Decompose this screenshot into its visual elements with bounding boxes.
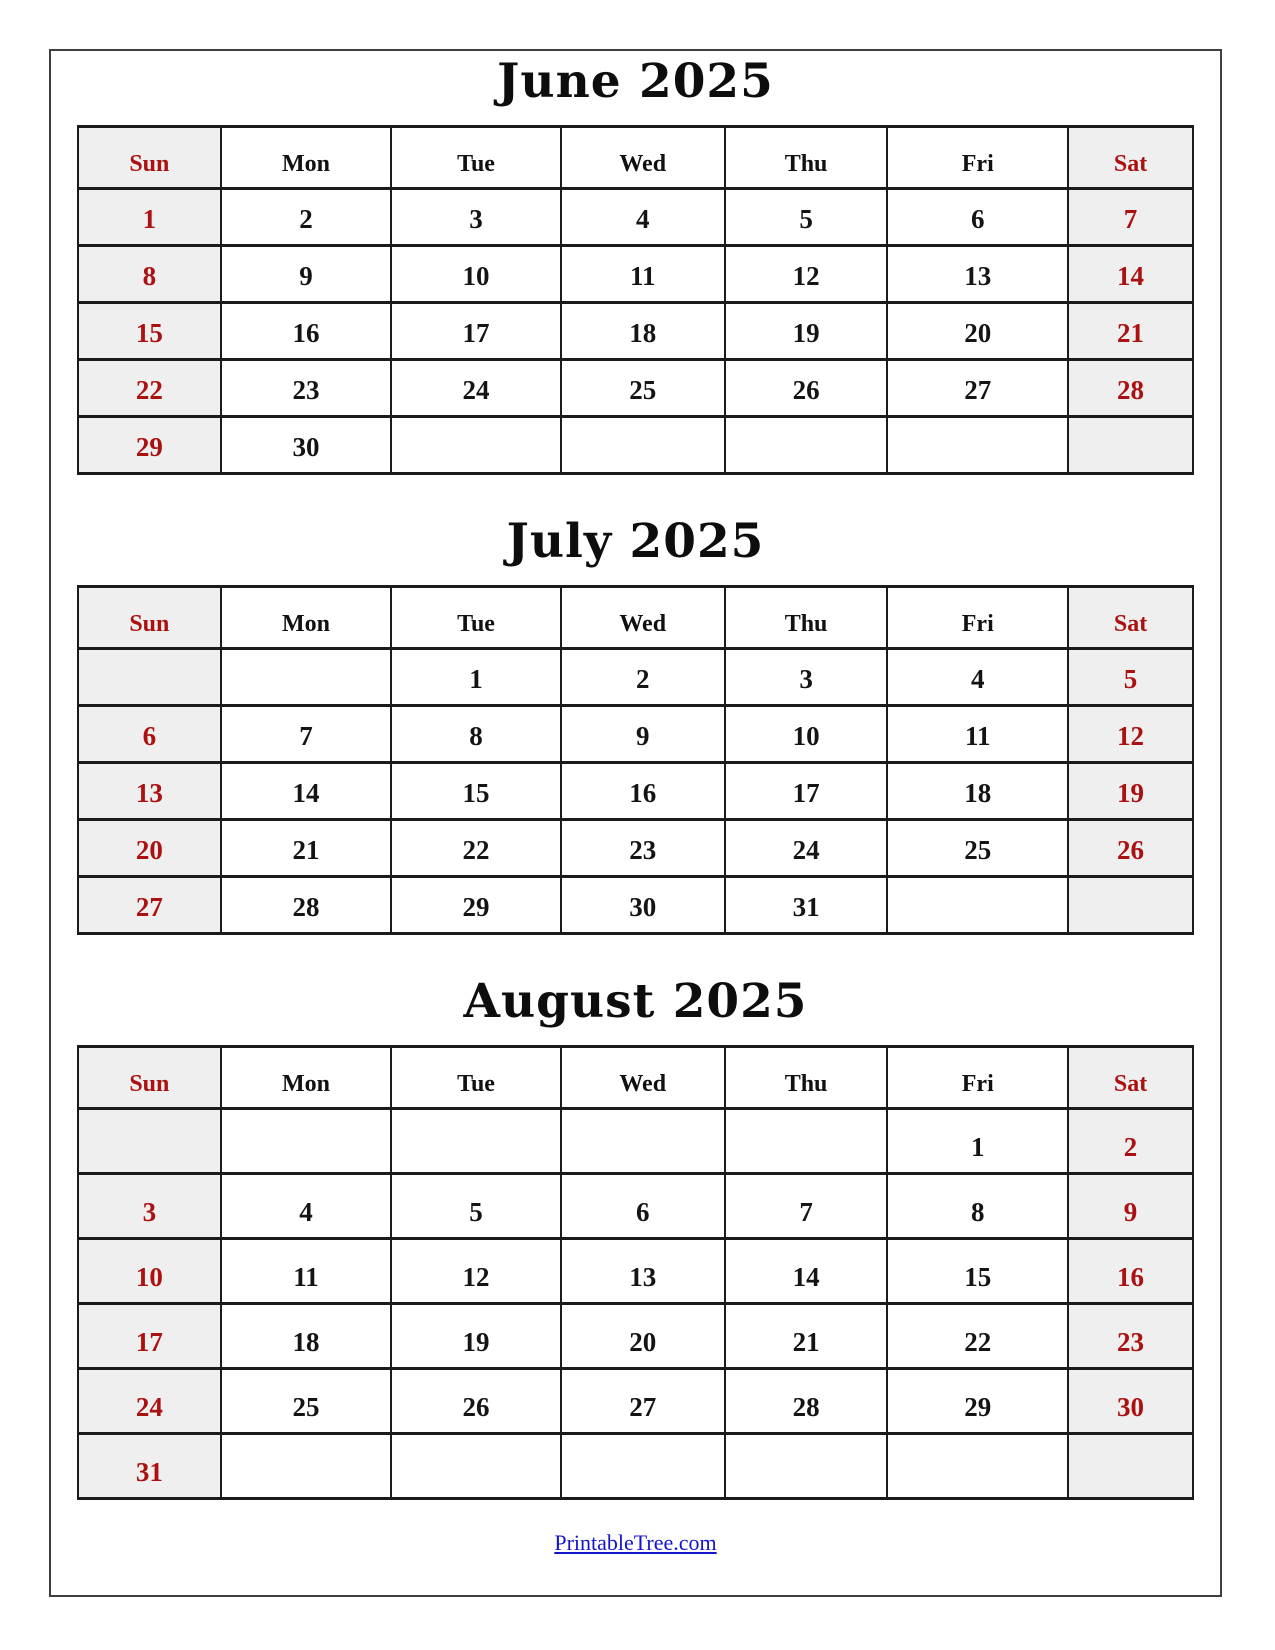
day-cell-june-2025-15: 15 [78,303,221,360]
empty-day-cell [221,1109,392,1174]
day-cell-june-2025-25: 25 [561,360,725,417]
empty-day-cell [561,1109,725,1174]
day-cell-july-2025-3: 3 [725,649,888,706]
day-cell-august-2025-24: 24 [78,1369,221,1434]
weekday-header-fri: Fri [887,127,1068,189]
day-cell-july-2025-23: 23 [561,820,725,877]
day-cell-july-2025-2: 2 [561,649,725,706]
week-row [78,877,1193,934]
day-cell-july-2025-17: 17 [725,763,888,820]
empty-day-cell [887,417,1068,474]
empty-day-cell [887,877,1068,934]
day-cell-june-2025-23: 23 [221,360,392,417]
day-cell-july-2025-16: 16 [561,763,725,820]
day-cell-august-2025-22: 22 [887,1304,1068,1369]
footer [51,1530,1220,1556]
day-cell-july-2025-19: 19 [1068,763,1193,820]
week-row [78,820,1193,877]
day-cell-august-2025-9: 9 [1068,1174,1193,1239]
weekday-header-sun: Sun [78,587,221,649]
day-cell-july-2025-27: 27 [78,877,221,934]
week-row [78,1434,1193,1499]
month-title-july: July 2025 [506,514,765,569]
month-title-august: August 2025 [463,974,808,1029]
page-border-frame [49,49,1222,1597]
week-row [78,1174,1193,1239]
day-cell-august-2025-19: 19 [391,1304,560,1369]
weekday-header-row [78,127,1193,189]
empty-day-cell [78,649,221,706]
day-cell-june-2025-24: 24 [391,360,560,417]
week-row [78,189,1193,246]
day-cell-august-2025-27: 27 [561,1369,725,1434]
day-cell-august-2025-15: 15 [887,1239,1068,1304]
day-cell-august-2025-21: 21 [725,1304,888,1369]
day-cell-july-2025-10: 10 [725,706,888,763]
day-cell-july-2025-6: 6 [78,706,221,763]
day-cell-june-2025-1: 1 [78,189,221,246]
day-cell-july-2025-9: 9 [561,706,725,763]
printabletree-link[interactable]: PrintableTree.com [554,1530,717,1555]
day-cell-august-2025-7: 7 [725,1174,888,1239]
day-cell-july-2025-15: 15 [391,763,560,820]
calendar-table-june-2025 [77,125,1194,475]
day-cell-august-2025-25: 25 [221,1369,392,1434]
empty-day-cell [78,1109,221,1174]
weekday-header-thu: Thu [725,127,888,189]
day-cell-july-2025-29: 29 [391,877,560,934]
day-cell-june-2025-3: 3 [391,189,560,246]
weekday-header-tue: Tue [391,587,560,649]
empty-day-cell [1068,417,1193,474]
day-cell-august-2025-29: 29 [887,1369,1068,1434]
day-cell-july-2025-26: 26 [1068,820,1193,877]
weekday-header-sun: Sun [78,1047,221,1109]
empty-day-cell [391,1109,560,1174]
week-row [78,1239,1193,1304]
day-cell-august-2025-6: 6 [561,1174,725,1239]
day-cell-june-2025-29: 29 [78,417,221,474]
day-cell-august-2025-2: 2 [1068,1109,1193,1174]
day-cell-august-2025-11: 11 [221,1239,392,1304]
calendar-table-august-2025 [77,1045,1194,1500]
day-cell-july-2025-20: 20 [78,820,221,877]
weekday-header-row [78,587,1193,649]
weekday-header-mon: Mon [221,587,392,649]
week-row [78,417,1193,474]
day-cell-august-2025-18: 18 [221,1304,392,1369]
week-row [78,1369,1193,1434]
day-cell-august-2025-20: 20 [561,1304,725,1369]
week-row [78,1109,1193,1174]
month-section-july [51,514,1220,935]
day-cell-august-2025-3: 3 [78,1174,221,1239]
weekday-header-mon: Mon [221,127,392,189]
day-cell-june-2025-21: 21 [1068,303,1193,360]
day-cell-june-2025-12: 12 [725,246,888,303]
empty-day-cell [725,417,888,474]
weekday-header-tue: Tue [391,127,560,189]
day-cell-july-2025-12: 12 [1068,706,1193,763]
week-row [78,303,1193,360]
empty-day-cell [725,1109,888,1174]
day-cell-june-2025-30: 30 [221,417,392,474]
day-cell-august-2025-10: 10 [78,1239,221,1304]
empty-day-cell [561,417,725,474]
day-cell-june-2025-19: 19 [725,303,888,360]
day-cell-july-2025-28: 28 [221,877,392,934]
day-cell-june-2025-4: 4 [561,189,725,246]
day-cell-june-2025-17: 17 [391,303,560,360]
day-cell-july-2025-31: 31 [725,877,888,934]
day-cell-july-2025-30: 30 [561,877,725,934]
day-cell-august-2025-23: 23 [1068,1304,1193,1369]
weekday-header-wed: Wed [561,127,725,189]
empty-day-cell [1068,877,1193,934]
month-section-august [51,974,1220,1500]
day-cell-june-2025-10: 10 [391,246,560,303]
day-cell-july-2025-7: 7 [221,706,392,763]
month-section-june [51,54,1220,475]
empty-day-cell [725,1434,888,1499]
weekday-header-sat: Sat [1068,587,1193,649]
weekday-header-tue: Tue [391,1047,560,1109]
day-cell-august-2025-5: 5 [391,1174,560,1239]
week-row [78,763,1193,820]
empty-day-cell [1068,1434,1193,1499]
day-cell-june-2025-26: 26 [725,360,888,417]
day-cell-june-2025-7: 7 [1068,189,1193,246]
day-cell-july-2025-11: 11 [887,706,1068,763]
day-cell-june-2025-6: 6 [887,189,1068,246]
day-cell-june-2025-16: 16 [221,303,392,360]
day-cell-august-2025-31: 31 [78,1434,221,1499]
week-row [78,246,1193,303]
day-cell-june-2025-2: 2 [221,189,392,246]
weekday-header-fri: Fri [887,587,1068,649]
empty-day-cell [221,1434,392,1499]
day-cell-july-2025-1: 1 [391,649,560,706]
weekday-header-wed: Wed [561,1047,725,1109]
weekday-header-sun: Sun [78,127,221,189]
day-cell-july-2025-24: 24 [725,820,888,877]
day-cell-july-2025-14: 14 [221,763,392,820]
month-title-june: June 2025 [497,54,774,109]
empty-day-cell [887,1434,1068,1499]
week-row [78,1304,1193,1369]
day-cell-august-2025-30: 30 [1068,1369,1193,1434]
day-cell-june-2025-9: 9 [221,246,392,303]
day-cell-august-2025-14: 14 [725,1239,888,1304]
week-row [78,649,1193,706]
day-cell-august-2025-17: 17 [78,1304,221,1369]
week-row [78,360,1193,417]
empty-day-cell [391,417,560,474]
weekday-header-fri: Fri [887,1047,1068,1109]
empty-day-cell [221,649,392,706]
day-cell-june-2025-5: 5 [725,189,888,246]
day-cell-august-2025-1: 1 [887,1109,1068,1174]
weekday-header-thu: Thu [725,587,888,649]
calendar-table-july-2025 [77,585,1194,935]
day-cell-august-2025-8: 8 [887,1174,1068,1239]
day-cell-june-2025-14: 14 [1068,246,1193,303]
day-cell-august-2025-28: 28 [725,1369,888,1434]
weekday-header-sat: Sat [1068,1047,1193,1109]
day-cell-august-2025-13: 13 [561,1239,725,1304]
day-cell-august-2025-12: 12 [391,1239,560,1304]
day-cell-august-2025-4: 4 [221,1174,392,1239]
day-cell-august-2025-16: 16 [1068,1239,1193,1304]
day-cell-june-2025-28: 28 [1068,360,1193,417]
weekday-header-thu: Thu [725,1047,888,1109]
empty-day-cell [391,1434,560,1499]
day-cell-june-2025-27: 27 [887,360,1068,417]
day-cell-june-2025-8: 8 [78,246,221,303]
day-cell-june-2025-18: 18 [561,303,725,360]
day-cell-june-2025-11: 11 [561,246,725,303]
weekday-header-row [78,1047,1193,1109]
day-cell-july-2025-8: 8 [391,706,560,763]
day-cell-july-2025-21: 21 [221,820,392,877]
day-cell-july-2025-4: 4 [887,649,1068,706]
week-row [78,706,1193,763]
weekday-header-sat: Sat [1068,127,1193,189]
empty-day-cell [561,1434,725,1499]
day-cell-august-2025-26: 26 [391,1369,560,1434]
day-cell-june-2025-22: 22 [78,360,221,417]
day-cell-july-2025-5: 5 [1068,649,1193,706]
day-cell-july-2025-25: 25 [887,820,1068,877]
weekday-header-wed: Wed [561,587,725,649]
day-cell-june-2025-20: 20 [887,303,1068,360]
weekday-header-mon: Mon [221,1047,392,1109]
day-cell-june-2025-13: 13 [887,246,1068,303]
day-cell-july-2025-18: 18 [887,763,1068,820]
day-cell-july-2025-13: 13 [78,763,221,820]
day-cell-july-2025-22: 22 [391,820,560,877]
